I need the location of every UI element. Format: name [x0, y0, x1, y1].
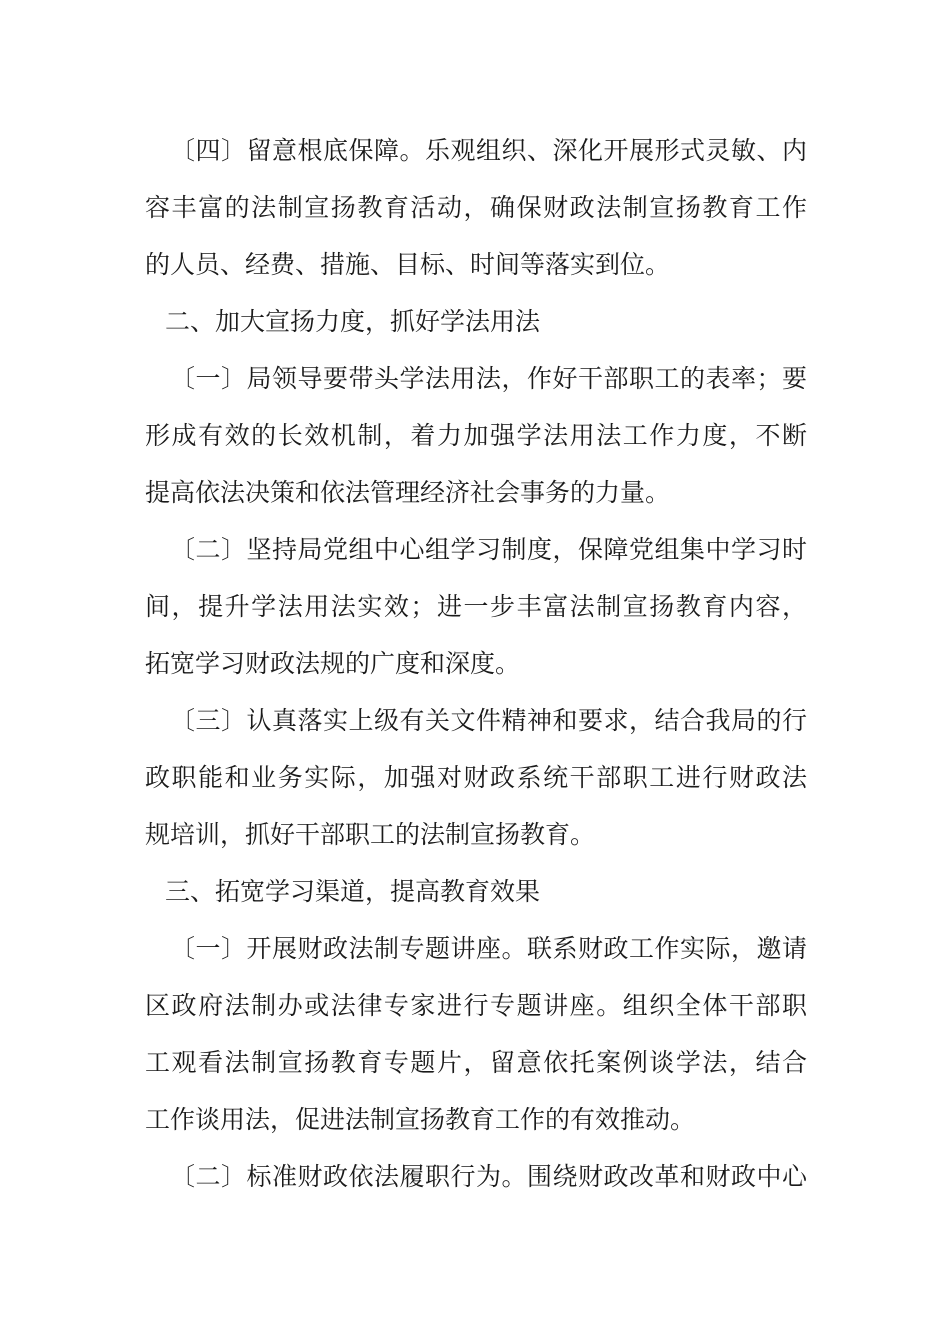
section-3-item-1-line-1: 〔一〕开展财政法制专题讲座。联系财政工作实际，邀请	[170, 934, 807, 963]
section-2-item-3-line-3: 规培训，抓好干部职工的法制宣扬教育。	[145, 820, 596, 849]
section-2-item-2-line-2: 间，提升学法用法实效；进一步丰富法制宣扬教育内容，	[145, 592, 807, 621]
section-3-item-1-line-3: 工观看法制宣扬教育专题片，留意依托案例谈学法，结合	[145, 1048, 807, 1077]
section-heading-2: 二、加大宣扬力度，抓好学法用法	[165, 307, 541, 336]
section-2-item-2-line-1: 〔二〕坚持局党组中心组学习制度，保障党组集中学习时	[170, 535, 807, 564]
section-2-item-2-line-3: 拓宽学习财政法规的广度和深度。	[145, 649, 521, 678]
section-heading-3: 三、拓宽学习渠道，提高教育效果	[165, 877, 541, 906]
section-3-item-1-line-4: 工作谈用法，促进法制宣扬教育工作的有效推动。	[145, 1105, 696, 1134]
section-2-item-3-line-1: 〔三〕认真落实上级有关文件精神和要求，结合我局的行	[170, 706, 807, 735]
section-2-item-1-line-1: 〔一〕局领导要带头学法用法，作好干部职工的表率；要	[170, 364, 807, 393]
document-body	[145, 122, 807, 1205]
paragraph-4-line-2: 容丰富的法制宣扬教育活动，确保财政法制宣扬教育工作	[145, 193, 807, 222]
paragraph-4-line-1: 〔四〕留意根底保障。乐观组织、深化开展形式灵敏、内	[170, 136, 807, 165]
section-3-item-1-line-2: 区政府法制办或法律专家进行专题讲座。组织全体干部职	[145, 991, 807, 1020]
section-3-item-2-line-1: 〔二〕标准财政依法履职行为。围绕财政改革和财政中心	[170, 1162, 807, 1191]
section-2-item-3-line-2: 政职能和业务实际，加强对财政系统干部职工进行财政法	[145, 763, 807, 792]
section-2-item-1-line-2: 形成有效的长效机制，着力加强学法用法工作力度，不断	[145, 421, 807, 450]
section-2-item-1-line-3: 提高依法决策和依法管理经济社会事务的力量。	[145, 478, 671, 507]
paragraph-4-line-3: 的人员、经费、措施、目标、时间等落实到位。	[145, 250, 671, 279]
